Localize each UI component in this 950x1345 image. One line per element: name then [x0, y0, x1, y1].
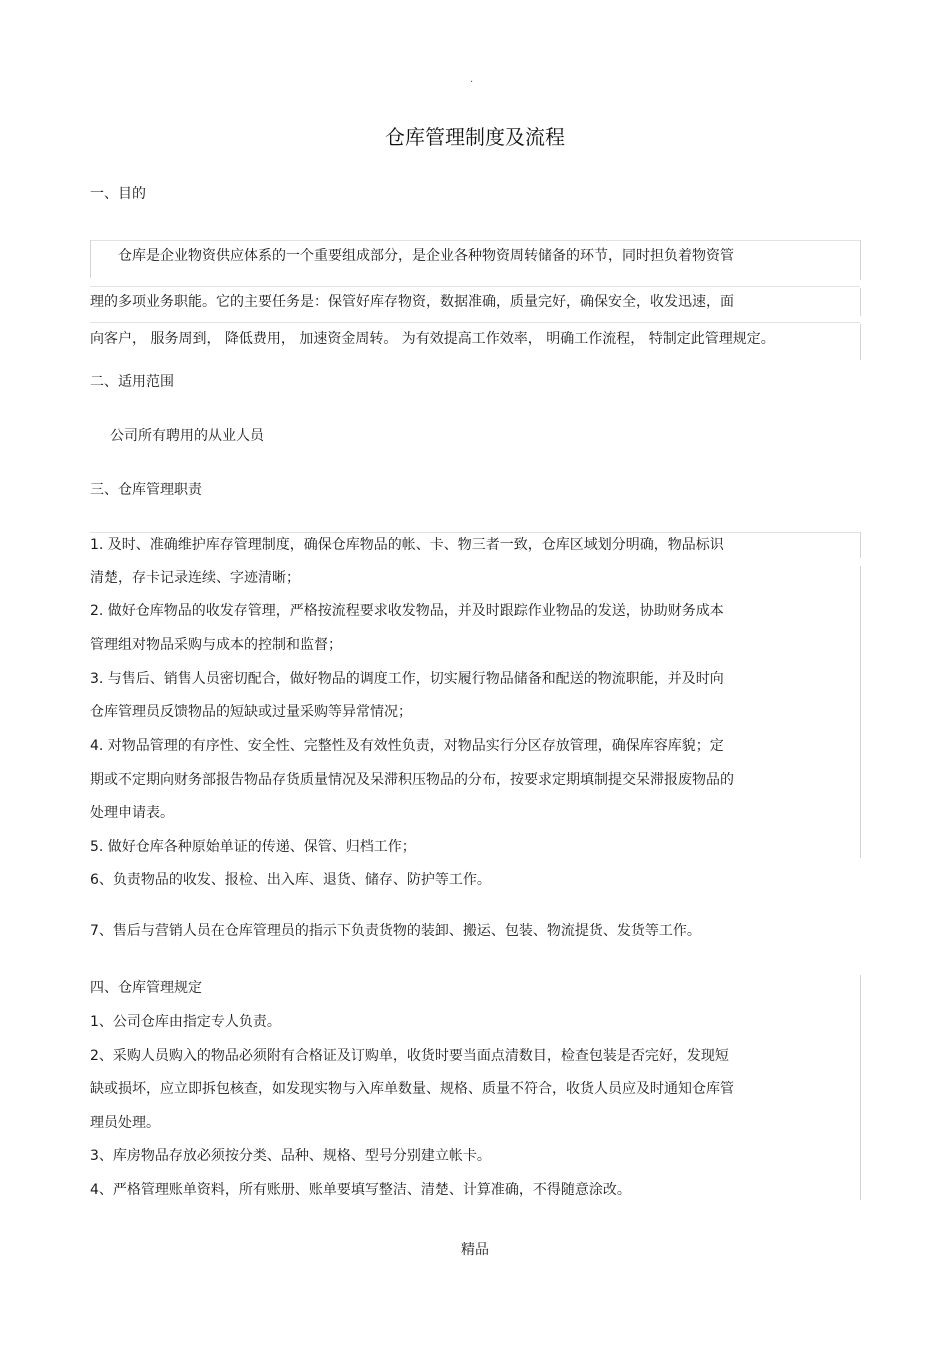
scan-border-line — [90, 240, 860, 241]
paragraph-line: 仓库是企业物资供应体系的一个重要组成部分，是企业各种物资周转储备的环节，同时担负着物资管 — [118, 248, 734, 264]
duty-line: 2. 做好仓库物品的收发存管理，严格按流程要求收发物品，并及时跟踪作业物品的发送，协助财务成本 — [90, 603, 724, 619]
duty-line: 1. 及时、准确维护库存管理制度，确保仓库物品的帐、卡、物三者一致，仓库区域划分明确，物品标识 — [90, 537, 724, 553]
rule-line: 4、严格管理账单资料，所有账册、账单要填写整洁、清楚、计算准确，不得随意涂改。 — [90, 1182, 631, 1198]
rule-line: 3、库房物品存放必须按分类、品种、规格、型号分别建立帐卡。 — [90, 1148, 491, 1164]
scan-border-line — [90, 286, 860, 287]
section-heading-rules: 四、仓库管理规定 — [90, 980, 202, 996]
section-heading-duties: 三、仓库管理职责 — [90, 482, 202, 498]
duty-line: 5. 做好仓库各种原始单证的传递、保管、归档工作； — [90, 839, 416, 855]
header-mark: . — [470, 74, 474, 85]
scan-border-line — [860, 240, 861, 280]
rule-line: 2、采购人员购入的物品必须附有合格证及订购单，收货时要当面点清数目，检查包装是否完好，发现短 — [90, 1048, 729, 1064]
rule-line: 1、公司仓库由指定专人负责。 — [90, 1014, 281, 1030]
duty-line: 4. 对物品管理的有序性、安全性、完整性及有效性负责，对物品实行分区存放管理，确保库容库貌；定 — [90, 738, 724, 754]
scan-border-line — [860, 324, 861, 360]
scan-border-line — [90, 240, 91, 278]
duty-line: 仓库管理员反馈物品的短缺或过量采购等异常情况； — [90, 704, 412, 720]
paragraph-line: 理的多项业务职能。它的主要任务是：保管好库存物资，数据准确，质量完好，确保安全，收发迅速，面 — [90, 294, 734, 310]
duty-line: 处理申请表。 — [90, 805, 174, 821]
scan-border-line — [860, 288, 861, 316]
section-heading-scope: 二、适用范围 — [90, 374, 174, 390]
page-title: 仓库管理制度及流程 — [385, 125, 565, 149]
rule-line: 理员处理。 — [90, 1115, 160, 1131]
duty-line: 清楚，存卡记录连续、字迹清晰； — [90, 570, 300, 586]
scan-border-line — [860, 975, 861, 1200]
scan-border-line — [860, 566, 861, 858]
paragraph-line: 向客户， 服务周到， 降低费用， 加速资金周转。 为有效提高工作效率， 明确工作流程， 特制定此管理规定。 — [90, 331, 775, 347]
duty-line: 6、负责物品的收发、报检、出入库、退货、储存、防护等工作。 — [90, 872, 491, 888]
footer-label: 精品 — [461, 1242, 489, 1258]
scan-border-line — [860, 532, 861, 558]
duty-line: 3. 与售后、销售人员密切配合，做好物品的调度工作，切实履行物品储备和配送的物流职能，并及时向 — [90, 671, 724, 687]
duty-line: 期或不定期向财务部报告物品存货质量情况及呆滞积压物品的分布，按要求定期填制提交呆滞报废物品的 — [90, 772, 734, 788]
scan-border-line — [90, 532, 860, 533]
duty-line: 7、售后与营销人员在仓库管理员的指示下负责货物的装卸、搬运、包装、物流提货、发货等工作。 — [90, 923, 701, 939]
duty-line: 管理组对物品采购与成本的控制和监督； — [90, 637, 342, 653]
section-heading-purpose: 一、目的 — [90, 186, 146, 202]
scope-text: 公司所有聘用的从业人员 — [110, 428, 264, 444]
rule-line: 缺或损坏，应立即拆包核查，如发现实物与入库单数量、规格、质量不符合，收货人员应及时通知仓库管 — [90, 1081, 734, 1097]
scan-border-line — [90, 322, 860, 323]
